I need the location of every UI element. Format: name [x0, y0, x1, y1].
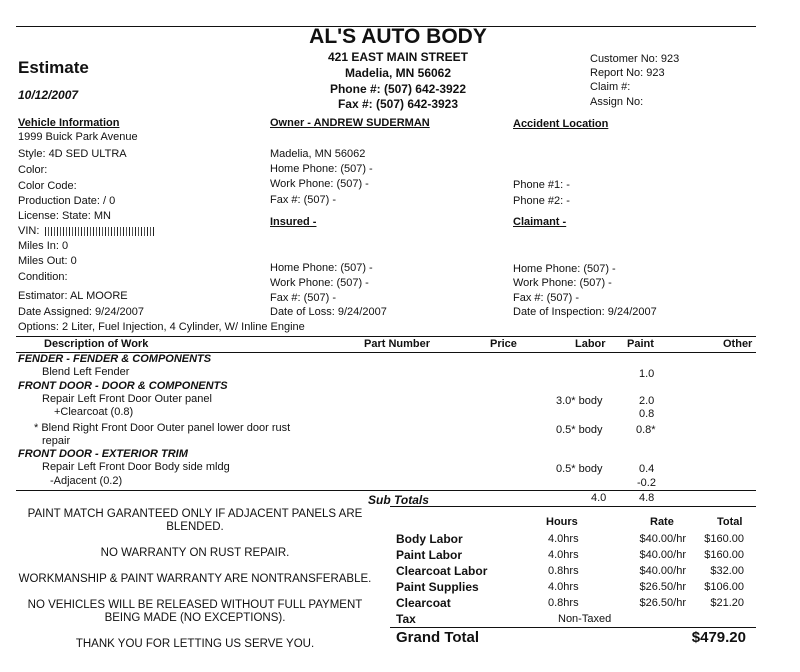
- report-no: Report No: 923: [590, 67, 665, 79]
- totals-row-hours: 4.0hrs: [548, 581, 579, 593]
- accident-heading: Accident Location: [513, 118, 609, 130]
- work-line-desc: Blend Left Fender: [42, 366, 130, 378]
- totals-row-label: Clearcoat: [396, 596, 451, 610]
- vehicle-style: Style: 4D SED ULTRA: [18, 148, 127, 160]
- totals-row-total: $160.00: [704, 549, 744, 561]
- col-other: Other: [723, 338, 753, 350]
- vin-label: VIN:: [18, 225, 40, 237]
- totals-top-rule: [390, 506, 756, 507]
- col-price: Price: [490, 338, 517, 350]
- document-title: Estimate: [18, 58, 89, 77]
- work-line-desc: +Clearcoat (0.8): [54, 406, 134, 418]
- insured-work-phone: Work Phone: (507) -: [270, 277, 369, 289]
- vehicle-heading: Vehicle Information: [18, 117, 120, 129]
- shop-city: Madelia, MN 56062: [344, 66, 452, 80]
- totals-row-hours: 0.8hrs: [548, 565, 579, 577]
- subtotal-rule: [16, 490, 756, 491]
- subtotals-label: Sub Totals: [368, 493, 429, 507]
- work-line-paint: 0.8*: [636, 424, 656, 436]
- work-line-labor: 0.5* body: [556, 463, 603, 475]
- tax-value: Non-Taxed: [558, 613, 612, 625]
- grand-total-label: Grand Total: [396, 629, 480, 646]
- section-title: FRONT DOOR - EXTERIOR TRIM: [18, 448, 188, 460]
- grand-total-rule: [390, 627, 756, 628]
- work-line-labor: 3.0* body: [556, 395, 603, 407]
- work-line-desc: repair: [42, 435, 71, 447]
- claim-no: Claim #:: [590, 81, 631, 93]
- totals-row-rate: $40.00/hr: [639, 549, 686, 561]
- col-description: Description of Work: [44, 338, 149, 350]
- work-table-top-rule: [16, 336, 756, 337]
- work-line-desc: Repair Left Front Door Body side mldg: [42, 461, 230, 473]
- notice-rust: NO WARRANTY ON RUST REPAIR.: [100, 547, 290, 559]
- notice-thanks: THANK YOU FOR LETTING US SERVE YOU.: [75, 638, 315, 650]
- totals-row-label: Paint Supplies: [396, 580, 479, 594]
- customer-no: Customer No: 923: [590, 53, 680, 65]
- work-line-paint: 0.8: [639, 408, 655, 420]
- vehicle-color: Color:: [18, 164, 48, 176]
- totals-row-label: Body Labor: [396, 532, 463, 546]
- work-line-labor: 0.5* body: [556, 424, 603, 436]
- estimator: Estimator: AL MOORE: [18, 290, 128, 302]
- notice-paint-match-cont: BLENDED.: [166, 521, 224, 533]
- totals-row-total: $21.20: [710, 597, 744, 609]
- insured-fax: Fax #: (507) -: [270, 292, 337, 304]
- work-line-desc: * Blend Right Front Door Outer panel lower door rust: [34, 422, 291, 434]
- insured-home-phone: Home Phone: (507) -: [270, 262, 373, 274]
- totals-col-total: Total: [717, 516, 743, 528]
- notice-warranty: WORKMANSHIP & PAINT WARRANTY ARE NONTRANSFERABLE.: [18, 573, 372, 585]
- vehicle-miles-in: Miles In: 0: [18, 240, 69, 252]
- vehicle-vin: [18, 225, 155, 237]
- accident-phone1: Phone #1: -: [513, 179, 570, 191]
- vehicle-color-code: Color Code:: [18, 180, 77, 192]
- col-paint: Paint: [627, 338, 654, 350]
- owner-city: Madelia, MN 56062: [270, 148, 366, 160]
- claimant-home-phone: Home Phone: (507) -: [513, 263, 616, 275]
- vehicle-condition: Condition:: [18, 271, 68, 283]
- work-line-paint: -0.2: [637, 477, 656, 489]
- vehicle-miles-out: Miles Out: 0: [18, 255, 77, 267]
- grand-total-value: $479.20: [691, 629, 746, 646]
- section-title: FENDER - FENDER & COMPONENTS: [18, 353, 212, 365]
- notice-release-cont: BEING MADE (NO EXCEPTIONS).: [104, 612, 286, 624]
- accident-phone2: Phone #2: -: [513, 195, 570, 207]
- subtotal-paint: 4.8: [639, 492, 655, 504]
- date-of-loss: Date of Loss: 9/24/2007: [270, 306, 387, 318]
- date-assigned: Date Assigned: 9/24/2007: [18, 306, 144, 318]
- work-line-paint: 1.0: [639, 368, 655, 380]
- vehicle-model: 1999 Buick Park Avenue: [18, 131, 138, 143]
- document-date: 10/12/2007: [18, 88, 79, 102]
- redacted-vin-barcode: [45, 227, 155, 236]
- totals-row-rate: $26.50/hr: [639, 581, 686, 593]
- owner-home-phone: Home Phone: (507) -: [270, 163, 373, 175]
- totals-row-total: $32.00: [710, 565, 744, 577]
- totals-row-rate: $40.00/hr: [639, 533, 686, 545]
- work-line-desc: Repair Left Front Door Outer panel: [42, 393, 212, 405]
- totals-row-label: Clearcoat Labor: [396, 564, 488, 578]
- claimant-work-phone: Work Phone: (507) -: [513, 277, 612, 289]
- totals-row-hours: 4.0hrs: [548, 549, 579, 561]
- totals-row-total: $160.00: [704, 533, 744, 545]
- claimant-fax: Fax #: (507) -: [513, 292, 580, 304]
- owner-fax: Fax #: (507) -: [270, 194, 337, 206]
- notice-release: NO VEHICLES WILL BE RELEASED WITHOUT FULL PAYMENT: [27, 599, 363, 611]
- totals-col-hours: Hours: [546, 516, 578, 528]
- col-labor: Labor: [575, 338, 606, 350]
- work-line-paint: 0.4: [639, 463, 655, 475]
- tax-label: Tax: [396, 612, 416, 626]
- shop-fax: Fax #: (507) 642-3923: [337, 97, 459, 111]
- shop-phone: Phone #: (507) 642-3922: [329, 82, 467, 96]
- insured-heading: Insured -: [270, 216, 317, 228]
- notice-paint-match: PAINT MATCH GARANTEED ONLY IF ADJACENT PANELS ARE: [27, 508, 363, 520]
- totals-row-total: $106.00: [704, 581, 744, 593]
- shop-name: AL'S AUTO BODY: [309, 25, 487, 48]
- work-line-desc: -Adjacent (0.2): [50, 475, 123, 487]
- shop-street: 421 EAST MAIN STREET: [327, 50, 469, 64]
- col-part-number: Part Number: [364, 338, 431, 350]
- section-title: FRONT DOOR - DOOR & COMPONENTS: [18, 380, 228, 392]
- vehicle-license: License: State: MN: [18, 210, 111, 222]
- date-of-inspection: Date of Inspection: 9/24/2007: [513, 306, 657, 318]
- owner-work-phone: Work Phone: (507) -: [270, 178, 369, 190]
- totals-row-rate: $40.00/hr: [639, 565, 686, 577]
- totals-row-hours: 4.0hrs: [548, 533, 579, 545]
- subtotal-labor: 4.0: [591, 492, 607, 504]
- totals-row-rate: $26.50/hr: [639, 597, 686, 609]
- totals-col-rate: Rate: [650, 516, 674, 528]
- totals-row-hours: 0.8hrs: [548, 597, 579, 609]
- assign-no: Assign No:: [590, 96, 644, 108]
- claimant-heading: Claimant -: [513, 216, 567, 228]
- vehicle-production-date: Production Date: / 0: [18, 195, 116, 207]
- work-line-paint: 2.0: [639, 395, 655, 407]
- totals-row-label: Paint Labor: [396, 548, 463, 562]
- owner-heading: Owner - ANDREW SUDERMAN: [270, 117, 430, 129]
- vehicle-options: Options: 2 Liter, Fuel Injection, 4 Cylinder, W/ Inline Engine: [18, 321, 305, 333]
